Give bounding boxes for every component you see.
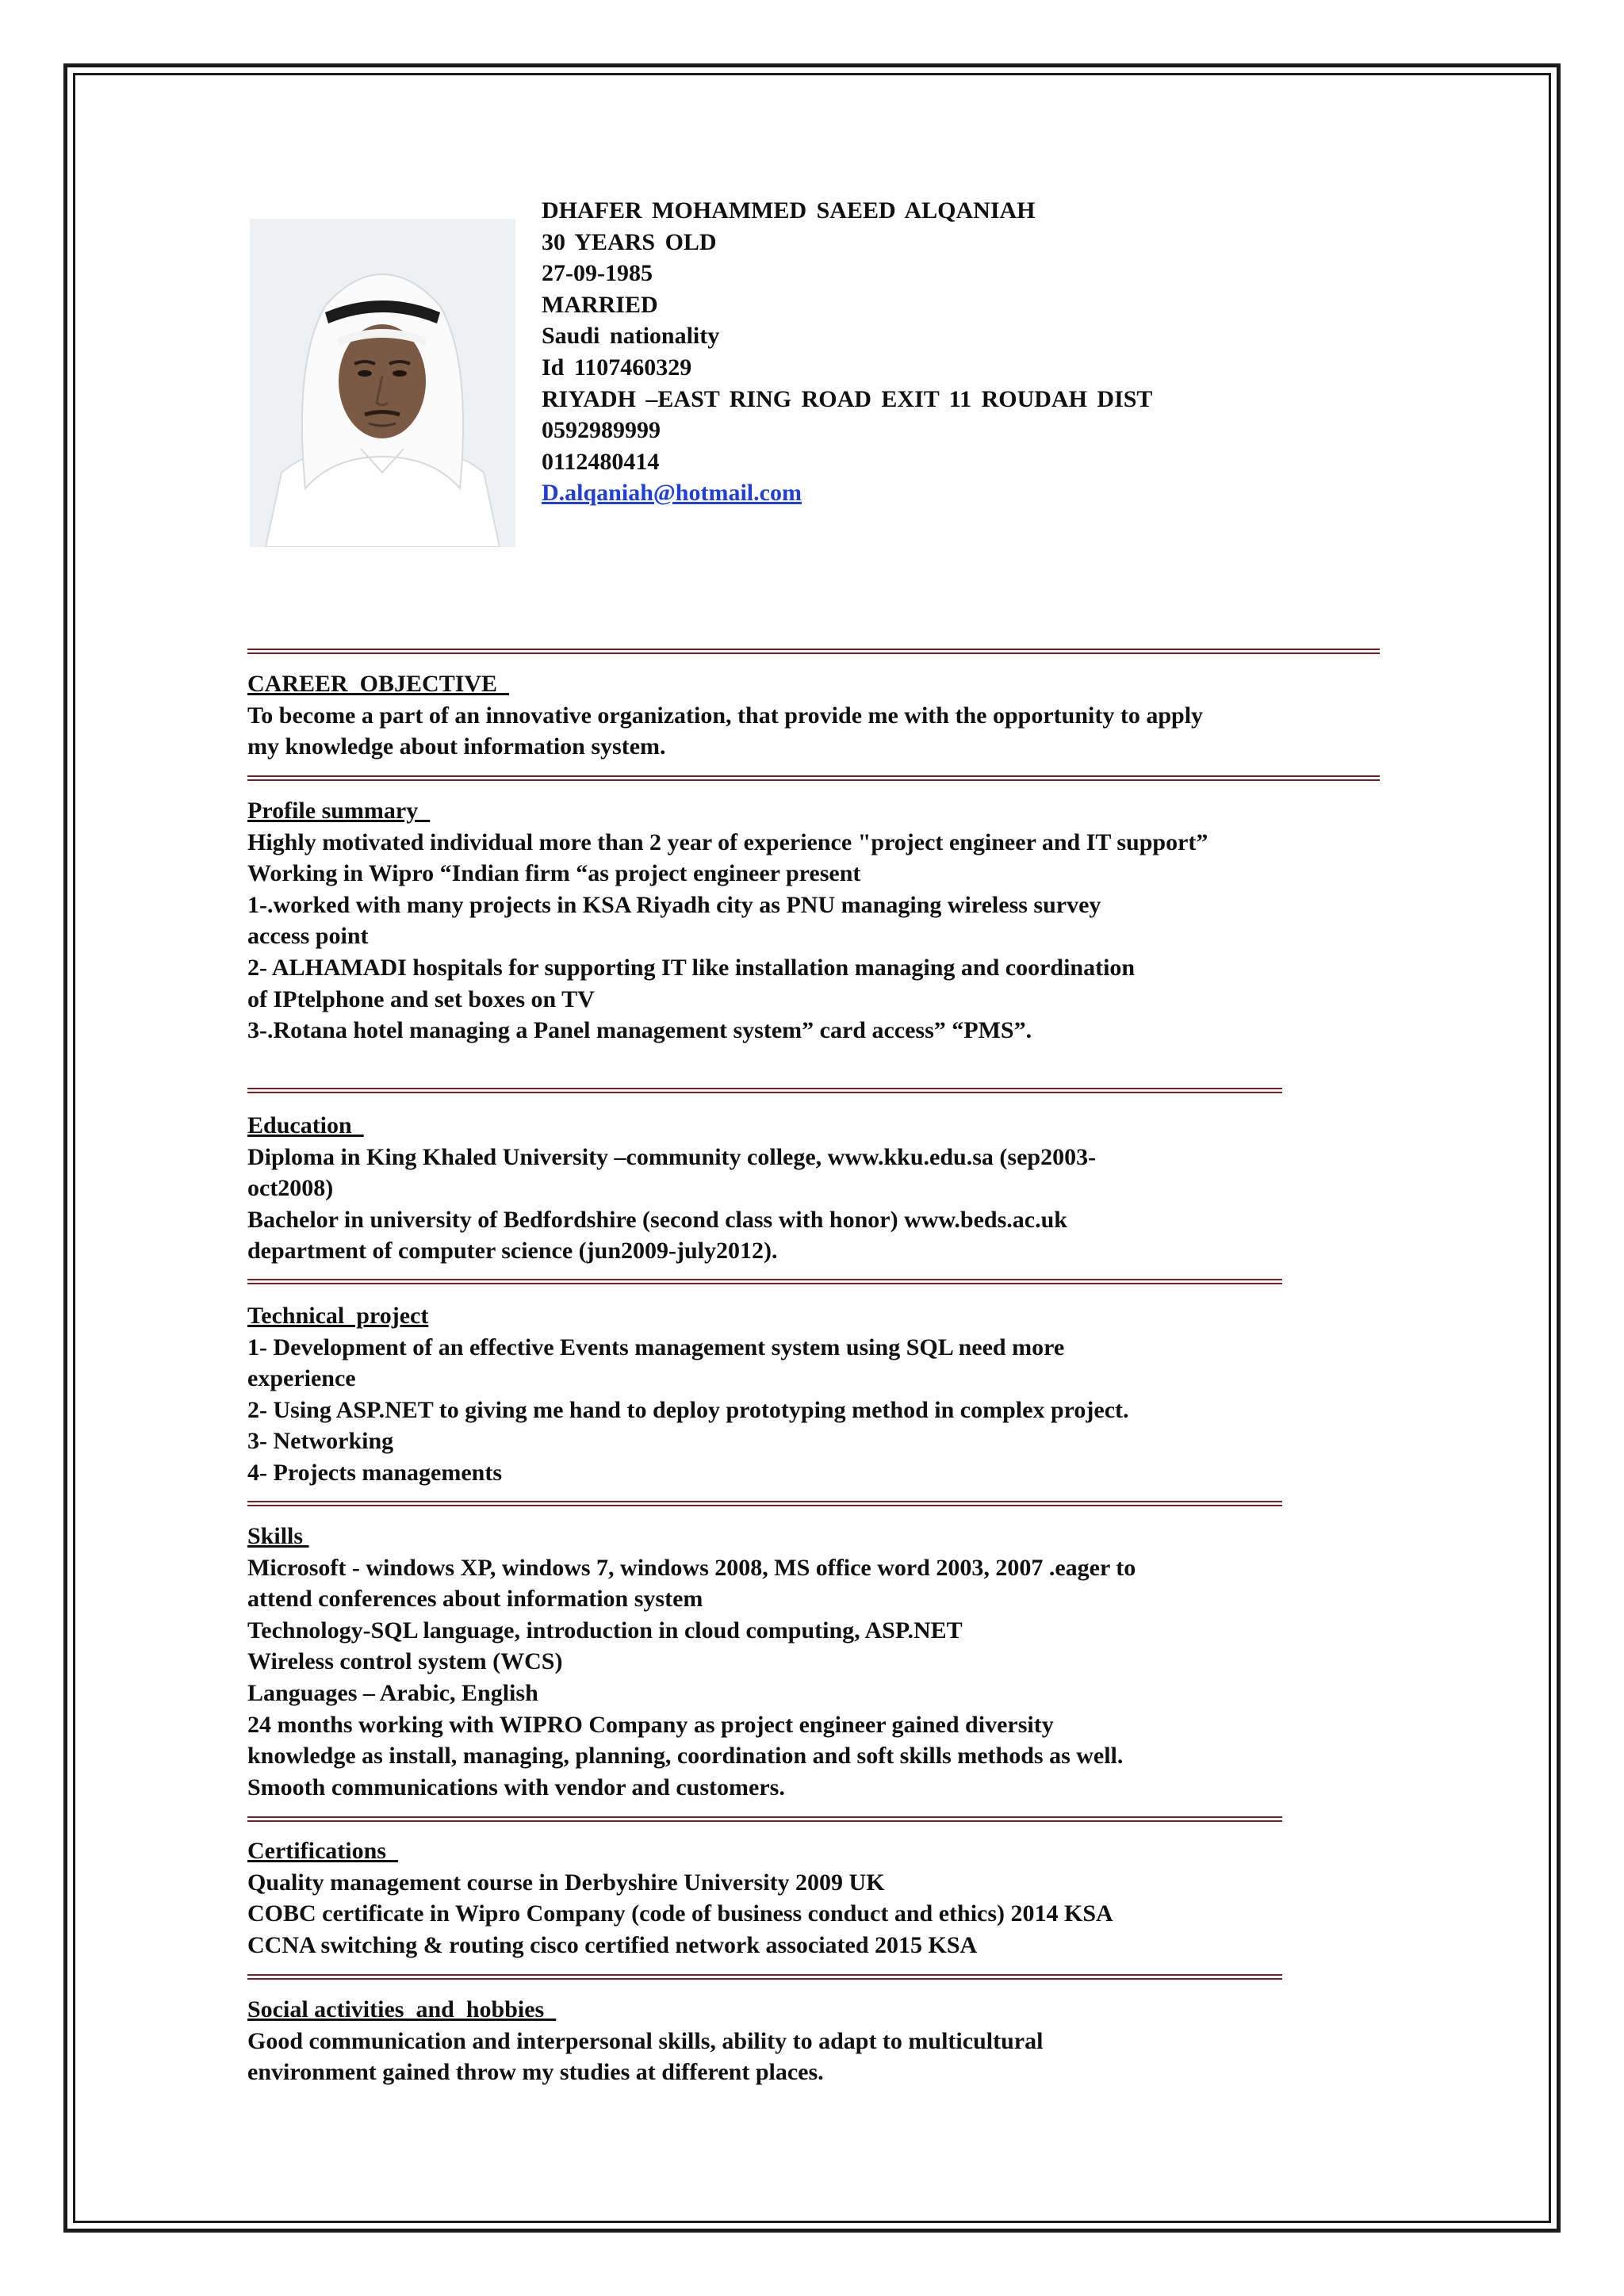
section-divider	[247, 1279, 1282, 1284]
career-objective-section	[247, 668, 1203, 763]
section-title: Education	[247, 1112, 364, 1138]
text-line: knowledge as install, managing, planning, coordination and soft skills methods as well.	[247, 1743, 1124, 1770]
text-line: access point	[247, 923, 369, 950]
profile-summary-section	[247, 795, 1208, 1047]
marital-status: MARRIED	[542, 291, 658, 318]
text-line: oct2008)	[247, 1175, 334, 1202]
text-line: Good communication and interpersonal skills, ability to adapt to multicultural	[247, 2027, 1044, 2054]
section-title: Skills	[247, 1523, 309, 1549]
section-title: Certifications	[247, 1838, 398, 1864]
phone-mobile: 0592989999	[542, 417, 661, 444]
section-divider	[247, 1816, 1282, 1822]
section-title: CAREER OBJECTIVE	[247, 671, 510, 697]
text-line: To become a part of an innovative organization, that provide me with the opportunity to apply	[247, 702, 1204, 729]
text-line: 1- Development of an effective Events management system using SQL need more	[247, 1334, 1065, 1360]
id-number: Id 1107460329	[542, 354, 692, 381]
text-line: 3- Networking	[247, 1428, 394, 1455]
section-title: Social activities and hobbies	[247, 1996, 557, 2022]
text-line: CCNA switching & routing cisco certified network associated 2015 KSA	[247, 1931, 978, 1958]
text-line: department of computer science (jun2009-july2012).	[247, 1238, 778, 1265]
text-line: 24 months working with WIPRO Company as project engineer gained diversity	[247, 1711, 1054, 1738]
social-activities-section	[247, 1994, 1043, 2088]
full-name: DHAFER MOHAMMED SAEED ALQANIAH	[542, 197, 1036, 224]
text-line: 2- ALHAMADI hospitals for supporting IT like installation managing and coordination	[247, 954, 1136, 981]
section-divider	[247, 1088, 1282, 1093]
section-divider	[247, 649, 1380, 654]
date-of-birth: 27-09-1985	[542, 260, 653, 287]
text-line: 3-.Rotana hotel managing a Panel management system” card access” “PMS”.	[247, 1017, 1032, 1044]
personal-info	[542, 195, 1152, 509]
skills-section	[247, 1521, 1136, 1803]
section-divider	[247, 1974, 1282, 1980]
text-line: Working in Wipro “Indian firm “as project engineer present	[247, 860, 861, 887]
address: RIYADH –EAST RING ROAD EXIT 11 ROUDAH DIST	[542, 385, 1153, 412]
text-line: COBC certificate in Wipro Company (code of business conduct and ethics) 2014 KSA	[247, 1900, 1113, 1927]
text-line: Languages – Arabic, English	[247, 1679, 538, 1706]
text-line: Smooth communications with vendor and customers.	[247, 1774, 785, 1800]
text-line: Wireless control system (WCS)	[247, 1648, 563, 1675]
text-line: attend conferences about information system	[247, 1586, 703, 1613]
text-line: my knowledge about information system.	[247, 733, 666, 760]
text-line: Technology-SQL language, introduction in cloud computing, ASP.NET	[247, 1617, 963, 1644]
text-line: Microsoft - windows XP, windows 7, windows 2008, MS office word 2003, 2007 .eager to	[247, 1554, 1136, 1581]
text-line: environment gained throw my studies at different places.	[247, 2059, 824, 2086]
nationality: Saudi nationality	[542, 323, 720, 350]
text-line: 4- Projects managements	[247, 1459, 503, 1486]
text-line: Highly motivated individual more than 2 year of experience "project engineer and IT support”	[247, 828, 1208, 855]
text-line: Diploma in King Khaled University –community college, www.kku.edu.sa (sep2003-	[247, 1143, 1097, 1170]
text-line: Quality management course in Derbyshire University 2009 UK	[247, 1869, 885, 1896]
text-line: of IPtelphone and set boxes on TV	[247, 985, 595, 1012]
text-line: experience	[247, 1365, 356, 1392]
section-divider	[247, 775, 1380, 781]
text-line: Bachelor in university of Bedfordshire (second class with honor) www.beds.ac.uk	[247, 1206, 1067, 1233]
section-divider	[247, 1501, 1282, 1506]
email-link[interactable]: D.alqaniah@hotmail.com	[542, 480, 802, 507]
section-title: Technical project	[247, 1303, 429, 1329]
text-line: 1-.worked with many projects in KSA Riyadh city as PNU managing wireless survey	[247, 891, 1101, 918]
section-title: Profile summary	[247, 798, 431, 824]
text-line: 2- Using ASP.NET to giving me hand to deploy prototyping method in complex project.	[247, 1396, 1129, 1423]
education-section	[247, 1110, 1096, 1267]
age: 30 YEARS OLD	[542, 228, 717, 255]
profile-photo	[250, 219, 515, 547]
phone-landline: 0112480414	[542, 448, 660, 475]
certifications-section	[247, 1835, 1113, 1961]
technical-project-section	[247, 1300, 1129, 1489]
